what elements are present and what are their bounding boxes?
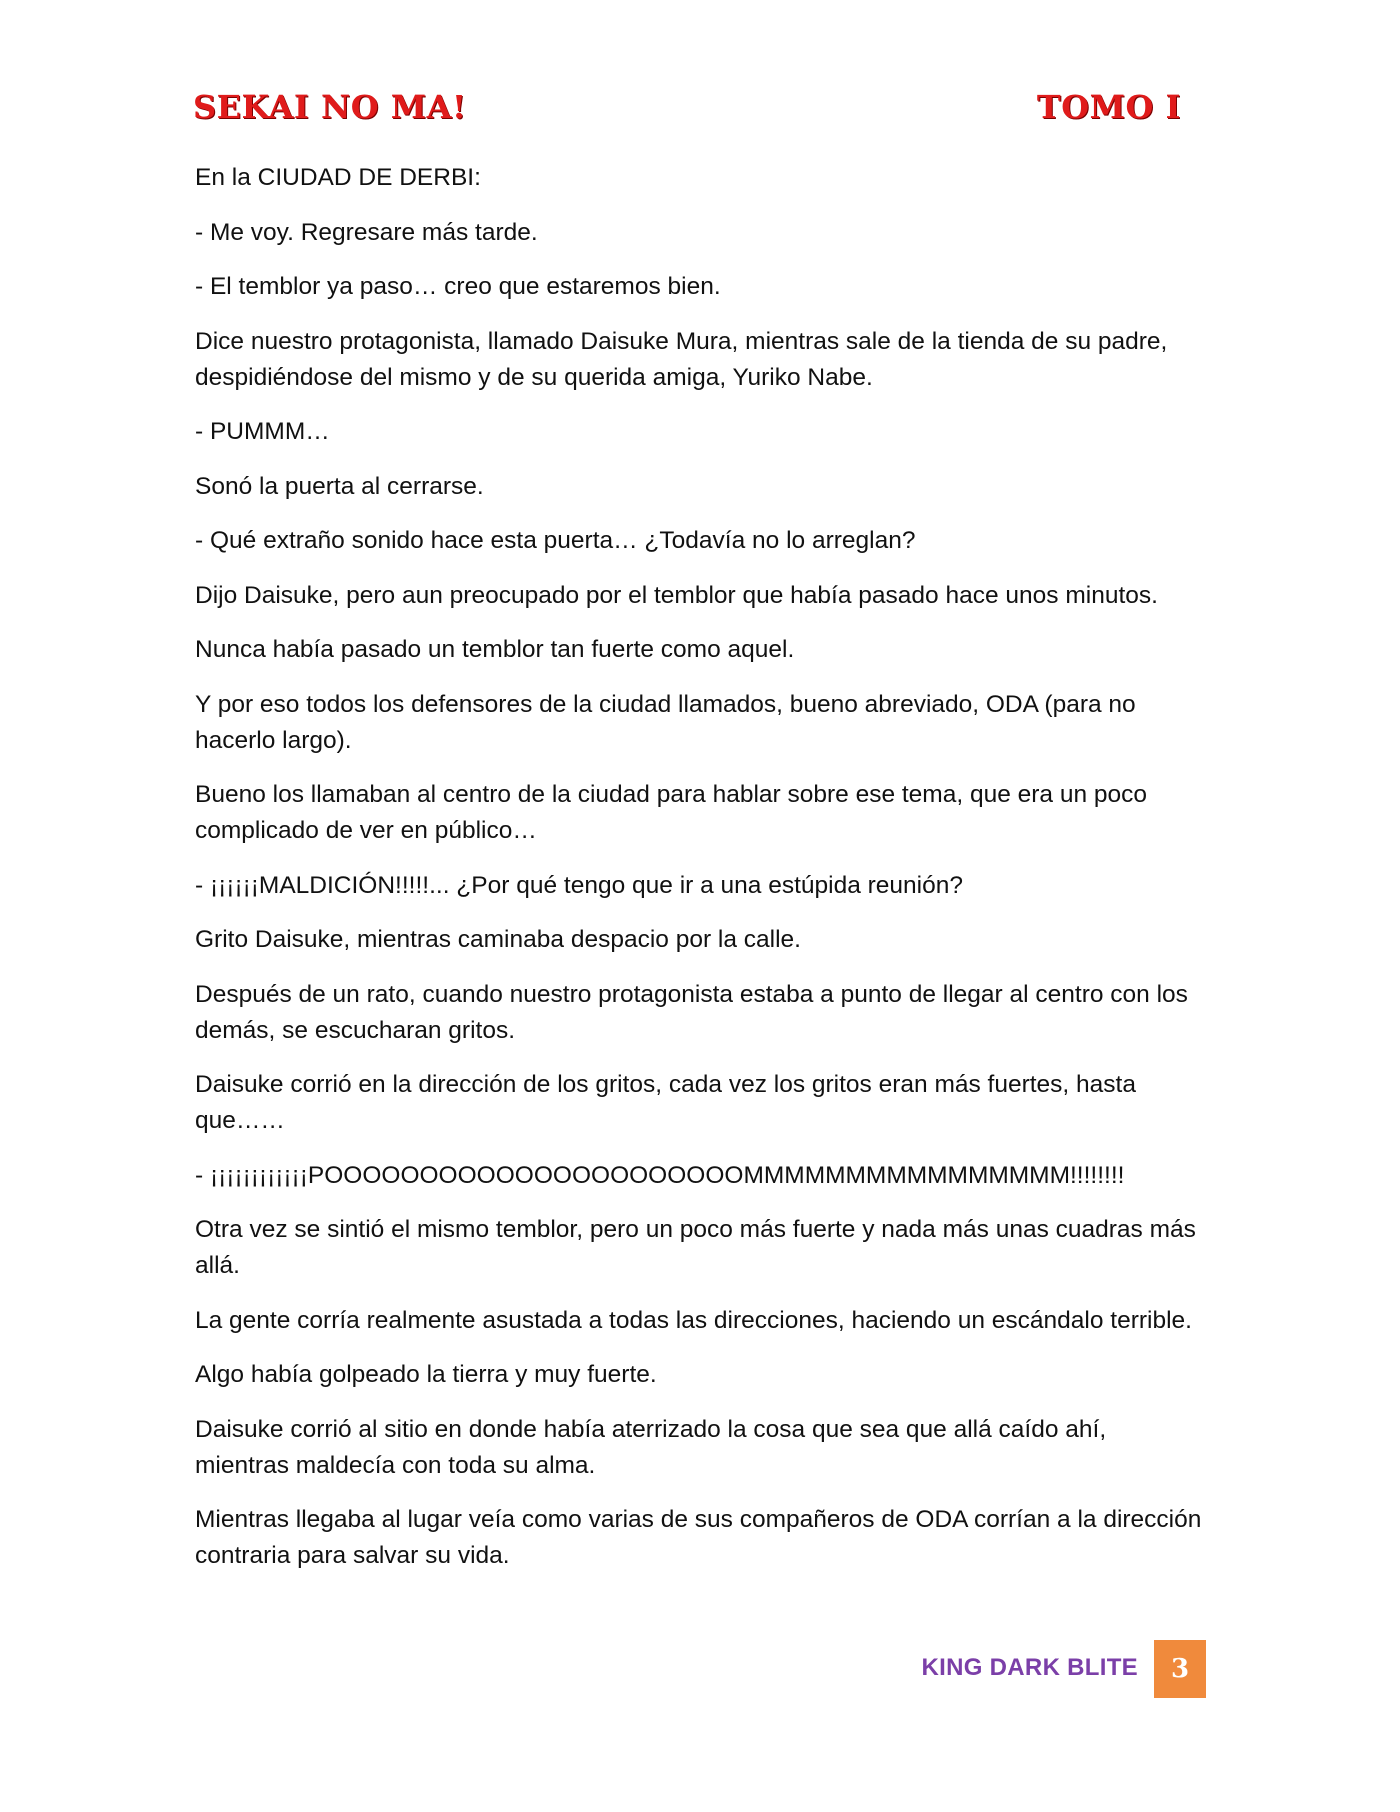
paragraph: En la CIUDAD DE DERBI:	[195, 164, 481, 191]
volume-label: TOMO I	[1036, 88, 1181, 126]
page-number: 3	[1154, 1640, 1206, 1698]
paragraph: Daisuke corrió en la dirección de los gritos, cada vez los gritos eran más fuertes, hasta que……	[195, 1071, 1136, 1134]
page-footer	[900, 1640, 1206, 1698]
paragraph: Otra vez se sintió el mismo temblor, pero un poco más fuerte y nada más unas cuadras más allá.	[195, 1216, 1196, 1279]
paragraph: Dice nuestro protagonista, llamado Daisuke Mura, mientras sale de la tienda de su padre, despidiéndose del mismo y de su querida amiga, Yuriko Nabe.	[195, 327, 1168, 391]
paragraph: Después de un rato, cuando nuestro protagonista estaba a punto de llegar al centro con los demás, se escucharan gritos.	[195, 980, 1188, 1044]
paragraph: Grito Daisuke, mientras caminaba despacio por la calle.	[195, 926, 801, 953]
page-header	[193, 88, 1193, 138]
author-name: KING DARK BLITE	[921, 1654, 1138, 1681]
paragraph: Dijo Daisuke, pero aun preocupado por el temblor que había pasado hace unos minutos.	[195, 581, 1158, 609]
paragraph: - El temblor ya paso… creo que estaremos bien.	[195, 273, 721, 300]
paragraph: - ¡¡¡¡¡¡MALDICIÓN!!!!!... ¿Por qué tengo que ir a una estúpida reunión?	[195, 871, 964, 899]
paragraph: - ¡¡¡¡¡¡¡¡¡¡¡¡POOOOOOOOOOOOOOOOOOOOOOMMMMMMMMMMMMMMMM!!!!!!!!	[195, 1161, 1125, 1189]
book-title: SEKAI NO MA!	[193, 88, 467, 126]
paragraph: - PUMMM…	[195, 418, 330, 445]
paragraph: - Qué extraño sonido hace esta puerta… ¿Todavía no lo arreglan?	[195, 527, 916, 554]
paragraph: Nunca había pasado un temblor tan fuerte como aquel.	[195, 636, 795, 663]
paragraph: Y por eso todos los defensores de la ciudad llamados, bueno abreviado, ODA (para no hacerlo largo).	[195, 690, 1136, 754]
paragraph: Bueno los llamaban al centro de la ciudad para hablar sobre ese tema, que era un poco complicado de ver en público…	[195, 781, 1148, 844]
paragraph: Daisuke corrió al sitio en donde había aterrizado la cosa que sea que allá caído ahí, mientras maldecía con toda su alma.	[195, 1415, 1107, 1479]
paragraph: - Me voy. Regresare más tarde.	[195, 218, 538, 246]
paragraph: Algo había golpeado la tierra y muy fuerte.	[195, 1361, 657, 1388]
body-text	[195, 160, 1205, 1593]
paragraph: Sonó la puerta al cerrarse.	[195, 472, 484, 500]
paragraph: La gente corría realmente asustada a todas las direcciones, haciendo un escándalo terrible.	[195, 1306, 1192, 1334]
paragraph: Mientras llegaba al lugar veía como varias de sus compañeros de ODA corrían a la dirección contraria para salvar su vida.	[195, 1506, 1202, 1569]
